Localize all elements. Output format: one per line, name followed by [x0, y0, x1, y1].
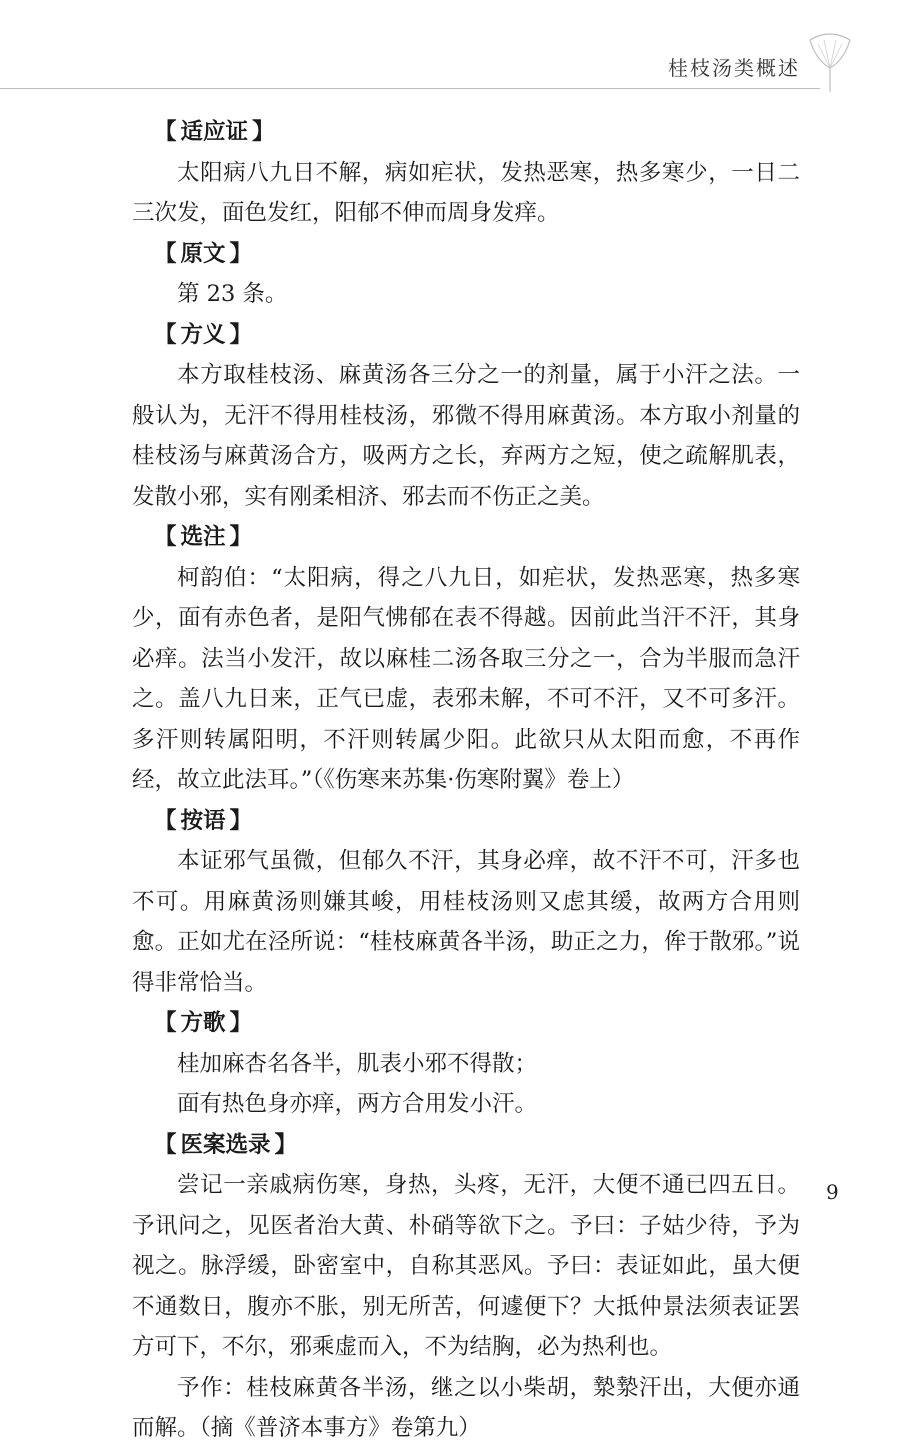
paragraph: 本证邪气虽微，但郁久不汗，其身必痒，故不汗不可，汗多也不可。用麻黄汤则嫌其峻，用桂枝汤则又虑其缓，故两方合用则愈。正如尤在泾所说：“桂枝麻黄各半汤，助正之力，侔于散邪。”说得非常恰当。: [132, 848, 800, 996]
paragraph: 太阳病八九日不解，病如疟状，发热恶寒，热多寒少，一日二三次发，面色发红，阳郁不伸而周身发痒。: [132, 159, 800, 226]
section-heading: 【 医案选录 】: [154, 1131, 298, 1158]
running-header-title: 桂枝汤类概述: [668, 56, 800, 80]
section-heading: 【 适应证 】: [154, 119, 275, 145]
paragraph: 尝记一亲戚病伤寒，身热，头疼，无汗，大便不通已四五日。予讯问之，见医者治大黄、朴硝等欲下之。予曰：子姑少待，予为视之。脉浮缓，卧密室中，自称其恶风。予曰：表证如此，虽大便不通数日，腹亦不胀，别无所苦，何遽便下？大抵仲景法须表证罢方可下，不尔，邪乘虚而入，不为结胸，必为热利也。: [132, 1172, 800, 1360]
section-heading: 【 方义 】: [154, 321, 253, 348]
section-heading: 【 方歌 】: [154, 1010, 253, 1036]
ginkgo-leaf-icon: [804, 30, 856, 94]
paragraph: 予作：桂枝麻黄各半汤，继之以小柴胡，漐漐汗出，大便亦通而解。（摘《普济本事方》卷第九）: [132, 1374, 800, 1441]
page-number: 9: [826, 1180, 839, 1204]
page-content: [132, 112, 800, 1449]
paragraph: 本方取桂枝汤、麻黄汤各三分之一的剂量，属于小汗之法。一般认为，无汗不得用桂枝汤，邪微不得用麻黄汤。本方取小剂量的桂枝汤与麻黄汤合方，吸两方之长，弃两方之短，使之疏解肌表，发散小邪，实有刚柔相济、邪去而不伤正之美。: [132, 362, 800, 510]
section-heading: 【 选注 】: [154, 524, 253, 550]
paragraph: 第 23 条。: [177, 281, 288, 307]
verse-line: 面有热色身亦痒，两方合用发小汗。: [177, 1091, 538, 1117]
header-rule: [0, 88, 820, 89]
section-heading: 【 按语 】: [154, 807, 253, 834]
section-heading: 【 原文 】: [154, 240, 253, 267]
paragraph: 柯韵伯：“太阳病，得之八九日，如疟状，发热恶寒，热多寒少，面有赤色者，是阳气怫郁在表不得越。因前此当汗不汗，其身必痒。法当小发汗，故以麻桂二汤各取三分之一，合为半服而急汗之。盖八九日来，正气已虚，表邪未解，不可不汗，又不可多汗。多汗则转属阳明，不汗则转属少阳。此欲只从太阳而愈，不再作经，故立此法耳。”（《伤寒来苏集·伤寒附翼》卷上）: [132, 564, 800, 793]
verse-line: 桂加麻杏名各半，肌表小邪不得散；: [177, 1050, 538, 1077]
